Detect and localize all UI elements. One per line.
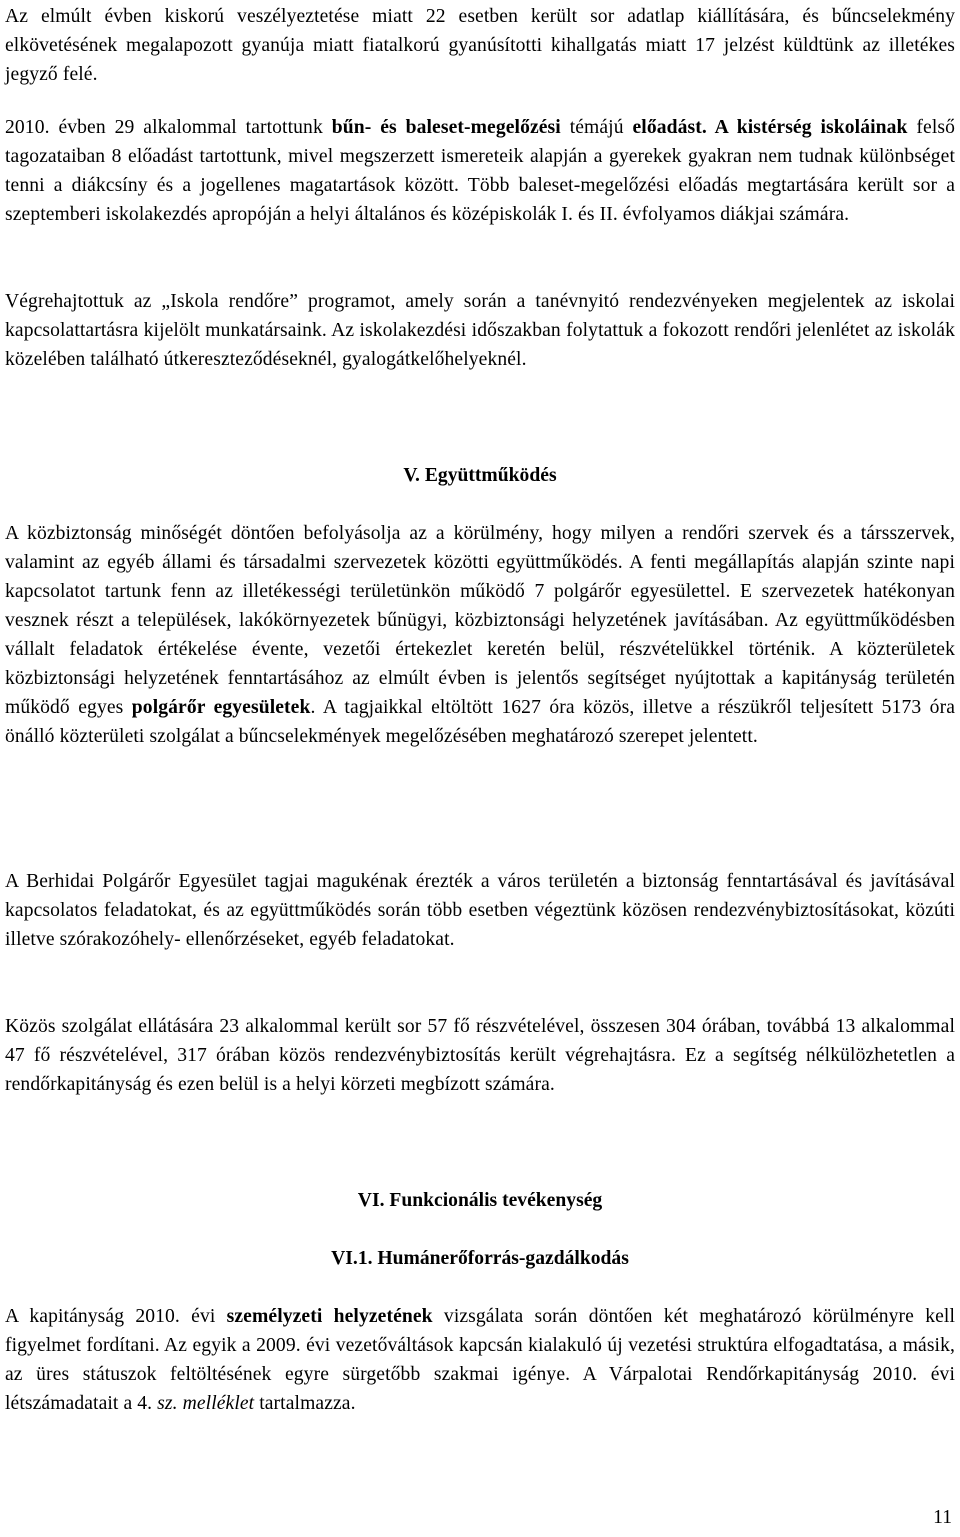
text-segment: A kapitányság 2010. évi <box>5 1306 227 1327</box>
bold-lectures-schools: előadást. A kistérség iskoláinak <box>632 117 908 138</box>
text-segment: témájú <box>560 117 633 138</box>
paragraph-cooperation <box>5 519 955 751</box>
section-heading-cooperation: V. Együttműködés <box>403 465 557 486</box>
bold-crime-prevention: bűn- és baleset-megelőzési <box>331 117 561 138</box>
italic-annex-reference: sz. melléklet <box>157 1393 255 1414</box>
bold-staffing-situation: személyzeti helyzetének <box>226 1306 433 1327</box>
paragraph-school-police: Végrehajtottuk az „Iskola rendőre” programot, amely során a tanévnyitó rendezvényeken megjelentek az iskolai kapcsolattartásra kijelölt munkatársaink. Az iskolakezdési időszakban folytattuk a fokozott rendőri jelenlétet az iskolák közelében található útkereszteződéseknél, gyalogátkelőhelyeknél. <box>5 291 955 370</box>
paragraph-staffing <box>5 1302 955 1418</box>
paragraph-berhida-association: A Berhidai Polgárőr Egyesület tagjai magukénak érezték a város területén a biztonság fenntartásával és javításával kapcsolatos feladatokat, és az együttműködés során több esetben végeztünk közösen rendezvénybiztosításokat, közúti illetve szórakozóhely- ellenőrzéseket, egyéb feladatokat. <box>5 871 955 950</box>
section-heading-functional-activity: VI. Funkcionális tevékenység <box>357 1190 603 1211</box>
paragraph-juvenile-risk: Az elmúlt évben kiskorú veszélyeztetése miatt 22 esetben került sor adatlap kiállítására, és bűncselekmény elkövetésének megalapozott gyanúja miatt fiatalkorú gyanúsítotti kihallgatás miatt 17 jelzést küldtünk az illetékes jegyző felé. <box>5 6 955 85</box>
text-segment: 2010. évben 29 alkalommal tartottunk <box>5 117 332 138</box>
paragraph-prevention-lectures <box>5 113 955 229</box>
bold-civil-guard-associations: polgárőr egyesületek <box>131 697 311 718</box>
text-segment: tartalmazza. <box>254 1393 356 1414</box>
text-segment: A közbiztonság minőségét döntően befolyásolja az a körülmény, hogy milyen a rendőri szervek és a társszervek, valamint az egyéb állami és társadalmi szervezetek közötti együttműködés. A fenti megállapítás alapján szinte napi kapcsolatot tartunk fenn az illetékességi területünkön működő 7 polgárőr egyesülettel. E szervezetek hatékonyan vesznek részt a települések, lakókörnyezetek bűnügyi, közbiztonsági helyzetének javításában. Az együttműködésben vállalt feladatok értékelése évente, vezetői értekezlet keretén belül, részvételükkel történik. A közterületek közbiztonsági helyzetének fenntartásához az elmúlt évben is jelentős segítséget nyújtottak a kapitányság területén működő egyes <box>5 523 955 718</box>
page-number: 11 <box>933 1507 952 1528</box>
text-segment: . A tagjaikkal eltöltött 1627 óra közös, illetve a részükről teljesített 5173 óra önálló közterületi szolgálat a bűncselekmények megelőzésében meghatározó szerepet jelentett. <box>5 697 956 747</box>
text-segment: felső tagozataiban 8 előadást tartottunk, mivel megszerzett ismereteik alapján a gyerekek gyakran nem tudnak különbséget tenni a diákcsíny és a jogellenes magatartások között. Több baleset-megelőzési előadás megtartására került sor a szeptemberi iskolakezdés apropóján a helyi általános és középiskolák I. és II. évfolyamos diákjai számára. <box>5 117 955 225</box>
paragraph-joint-service: Közös szolgálat ellátására 23 alkalommal került sor 57 fő részvételével, összesen 304 órában, továbbá 13 alkalommal 47 fő részvételével, 317 órában közös rendezvénybiztosítás került végrehajtásra. Ez a segítség nélkülözhetetlen a rendőrkapitányság és ezen belül is a helyi körzeti megbízott számára. <box>5 1016 955 1095</box>
text-segment: vizsgálata során döntően két meghatározó körülményre kell figyelmet fordítani. Az egyik a 2009. évi vezetőváltások kapcsán kialakuló új vezetési struktúra elfogadtatása, a másik, az üres státuszok feltöltésének egyre sürgetőbb szakmai igénye. A Várpalotai Rendőrkapitányság 2010. évi létszámadatait a 4. <box>5 1306 955 1414</box>
subsection-heading-human-resources: VI.1. Humánerőforrás-gazdálkodás <box>331 1248 629 1269</box>
